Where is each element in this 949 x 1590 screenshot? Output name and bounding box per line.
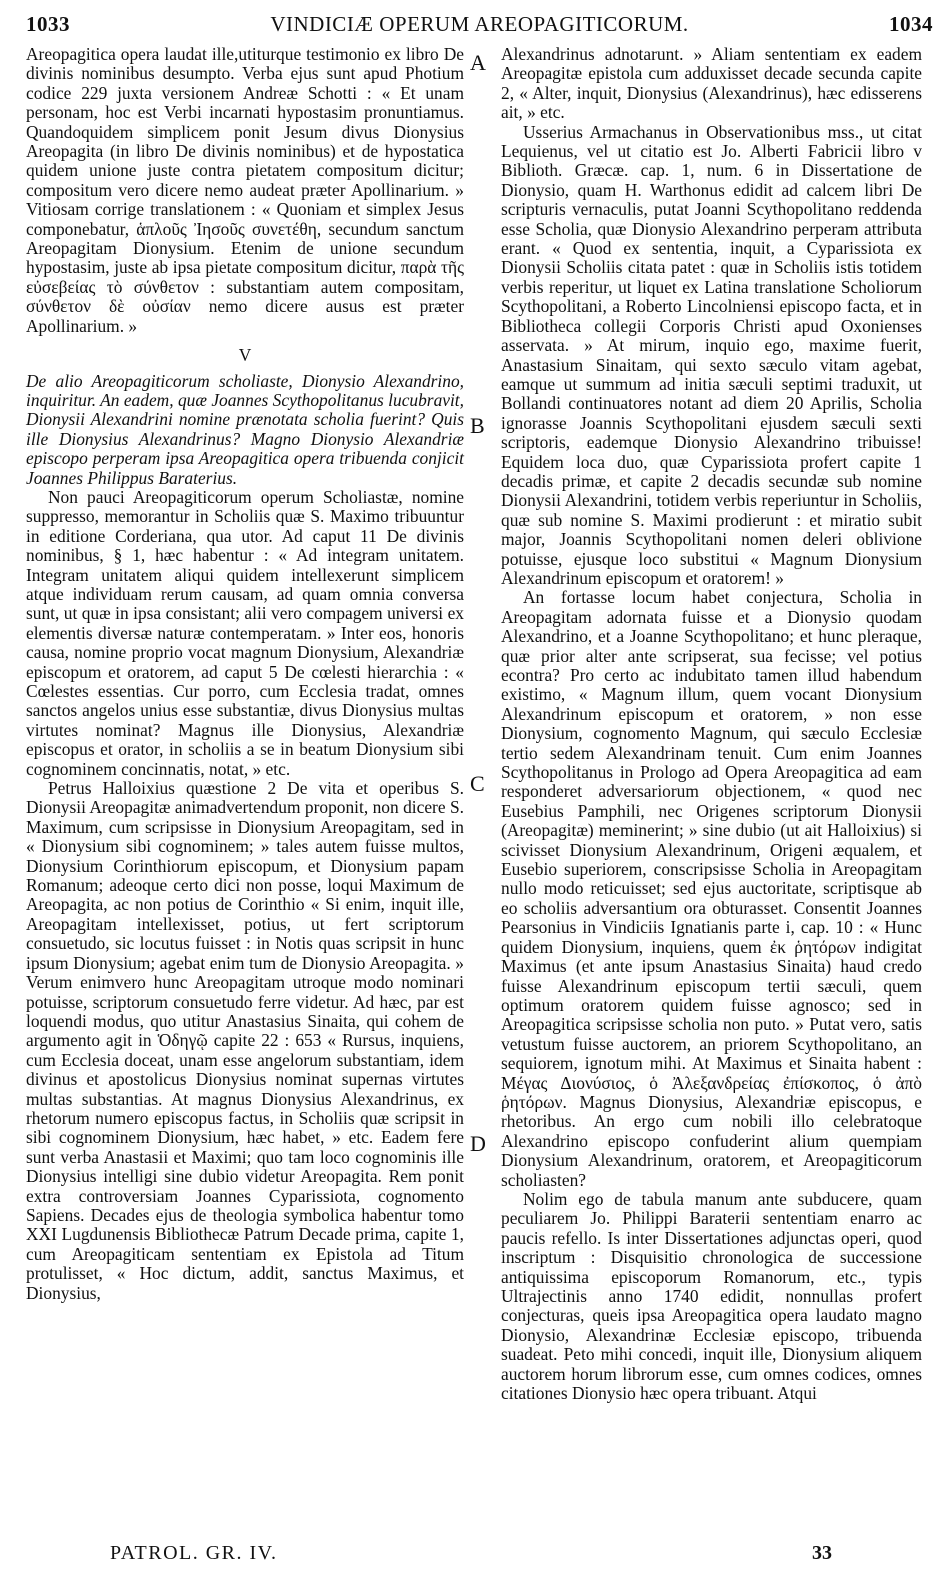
margin-marker-c: C xyxy=(470,771,485,796)
right-column xyxy=(501,45,922,1403)
left-column xyxy=(26,45,464,1303)
margin-marker-d: D xyxy=(470,1131,486,1156)
left-paragraph-3: Petrus Halloixius quæstione 2 De vita et operibus S. Dionysii Areopagitæ animadvertendum proponit, non dicere S. Maximum, cum scripsisse in Dionysium Areopagitam, sed in « Dionysium sibi cognominem; » tales autem fuisse multos, Dionysium Corinthiorum episcopum, et Dionysium papam Romanum; adeoque certo dici non posse, loqui Maximum de Areopagita, ac non potius de Corinthio « Si enim, inquit ille, Areopagitam intellexisset, potius, ut fert scriptorum consuetudo, sic locutus fuisset : in Notis quas scripsit in hunc ipsum Dionysium; agebat enim tum de Dionysio Areopagita. » Verum enimvero hunc Areopagitam utroque modo nominari potuisse, scriptorum consuetudo ferre videtur. Ad hæc, par est loquendi modus, quo utitur Anastasius Sinaita, qui cohem de argumento agit in Ὁδηγῷ capite 22 : 653 « Rursus, inquiens, cum Ecclesia doceat, unam esse angelorum substantiam, idem divinus et apostolicus Dionysius nominat supernas virtutes multas substantias. At magnus Dionysius Alexandrinus, ex rhetorum numero episcopus factus, in Scholiis quæ scripsit in sibi cognominem Dionysium, hæc habet, » etc. Eadem fere sunt verba Anastasii et Maximi; quo tam loco cognominis ille Dionysius intelligi sine dubio videtur Areopagita. Rem ponit extra controversiam Joannes Cyparissiota, cognomento Sapiens. Decades ejus de theologia symbolica habentur tomo XXI Lugdunensis Bibliothecæ Patrum Decade prima, capite 1, cum Areopagiticam sententiam ex Epistola ad Titum protulisset, « Hoc dictum, addit, sanctus Maximus, et Dionysius, xyxy=(26,778,464,1303)
right-paragraph-3: An fortasse locum habet conjectura, Scholia in Areopagitam adornata fuisse et a Dionysio quodam Alexandrino, et a Joanne Scythopolitano; et hunc pleraque, quæ prior alter ante scripserat, sua fecisse; vel potius econtra? Pro certo ac indubitato tamen illud habendum existimo, « Magnum illum, quem vocant Dionysium Alexandrinum episcopum et oratorem, » non esse Dionysium, cognomento Magnum, qui sæculo Ecclesiæ tertio sedem Alexandrinam tenuit. Cum enim Joannes Scythopolitanus in Prologo ad Opera Areopagitica ad eam responderet adversariorum objectionem, « quod nec Eusebius Pamphili, nec Origenes scriptorum Dionysii (Areopagitæ) meminerint; » sine dubio (ut ait Halloixius) si scivisset Dionysium Alexandrinum, Origeni æqualem, et Eusebio superiorem, conscripsisse Scholia in Areopagitam nullo modo reticuisset; sed ejus auctoritate, scriptisque ab eo scholiis adversantium ora obturasset. Consentit Joannes Pearsonius in Vindiciis Ignatianis parte i, cap. 10 : « Hunc quidem Dionysium, inquiens, quem ἐκ ῥητόρων indigitat Maximus (et ante ipsum Anastasius Sinaita) haud credo fuisse Alexandrinum episcopum tertii sæculi, quem optimum oratorem quidem fuisse agnosco; sed in Areopagitica scripsisse scholia non puto. » Putat vero, satis vetustum fuisse auctorem, an priorem Scythopolitano, an sequiorem, ignotum mihi. At Maximus et Sinaita habent : Μέγας Διονύσιος, ὁ Ἀλεξανδρείας ἐπίσκοπος, ὁ ἀπὸ ῥητόρων. Magnus Dionysius, Alexandriæ episcopus, e rhetoribus. An ergo cum nobili illo celebratoque Alexandrino episcopo confuderint alium quempiam Dionysium Alexandrinum, oratorem, et Areopagiticorum scholiasten? xyxy=(501,587,922,1190)
margin-marker-a: A xyxy=(470,50,486,75)
section-argument: De alio Areopagiticorum scholiaste, Dionysio Alexandrino, inquiritur. An eadem, quæ Joannes Scythopolitanus lucubravit, Dionysii Alexandrini nomine prænotata scholia fuerint? Quis ille Dionysius Alexandrinus? Magno Dionysio Alexandriæ episcopo perperam ipsa Areopagitica opera tribuenda conjicit Joannes Philippus Baraterius. xyxy=(26,370,464,488)
page-number-right: 1034 xyxy=(889,12,933,36)
footer-volume: PATROL. GR. IV. xyxy=(110,1542,278,1564)
page-number-left: 1033 xyxy=(26,12,70,36)
right-paragraph-2: Usserius Armachanus in Observationibus mss., ut citat Lequienus, vel ut citatio est Jo. Alberti Fabricii libro v Biblioth. Græcæ. cap. 1, num. 6 in Dissertatione de Dionysio, quam H. Warthonus edidit ad calcem libri De scripturis vernaculis, putat Joanni Scythopolitano reddenda esse Scholia, quæ Dionysio Alexandrino perperam attributa erant. « Quod ex sententia, inquit, a Cyparissiota ex Dionysii Scholiis citata patet : quæ in Scholiis istis totidem verbis reperitur, ut liquet ex Latina translatione Scholiorum Scythopolitani, a Roberto Lincolniensi episcopo facta, et in Bibliotheca collegii Corporis Christi apud Oxonienses asservata. » At mirum, inquio ego, maxime fuerit, Anastasium Sinaitam, qui sexto sæculo vitam agebat, eamque ut summum ad initia sæculi septimi traduxit, ut Bollandi continuatores notant ad diem 20 Aprilis, Scholia ignorasse Joannis Scythopolitani ejusdem sæculi sexti scriptoris, eademque Dionysio Alexandrino tribuisse! Equidem loca duo, quæ Cyparissiota profert capite 1 decadis primæ, et capite 2 decadis secundæ sub nomine Dionysii Alexandrini, totidem verbis reperiuntur in Scholiis, quæ sub nomine S. Maximi prodierunt : et miratio subit major, Joannis Scythopolitani nomen deleri oblivione potuisse, ejusque loco substitui « Magnum Dionysium Alexandrinum episcopum et oratorem! » xyxy=(501,121,922,588)
section-number: V xyxy=(238,345,252,366)
right-paragraph-1: Alexandrinus adnotarunt. » Aliam sententiam ex eadem Areopagitæ epistola cum adduxisset decade secunda capite 2, « Alter, inquit, Dionysius (Alexandrinus), hæc edisserens ait, » etc. xyxy=(501,44,922,123)
footer-signature: 33 xyxy=(812,1542,832,1564)
running-title: VINDICIÆ OPERUM AREOPAGITICORUM. xyxy=(270,12,689,36)
left-paragraph-2: Non pauci Areopagiticorum operum Scholiastæ, nomine suppresso, memorantur in Scholiis quæ S. Maximo tribuuntur in editione Corderiana, qua utor. Ad caput 11 De divinis nominibus, § 1, hæc habentur : « Ad integram unitatem. Integram unitatem aliqui quidem intellexerunt simplicem atque individuam rerum causam, ad quam omnia conversa sunt, ut quæ in ipsa consistant; alii vero compagem universi ex elementis diversæ naturæ contemperatam. » Inter eos, honoris causa, nomine proprio vocat magnum Dionysium, Alexandriæ episcopum et oratorem, ad caput 5 De cœlesti hierarchia : « Cœlestes essentias. Cur porro, cum Ecclesia tradat, omnes sanctos angelos unius esse substantiæ, divus Dionysius multas virtutes nominat? Magnus ille Dionysius, Alexandriæ episcopus et orator, in scholiis a se in beatum Dionysium sibi cognominem concinnatis, notat, » etc. xyxy=(26,486,464,779)
left-paragraph-1: Areopagitica opera laudat ille,utiturque testimonio ex libro De divinis nominibus desumpto. Verba ejus sunt apud Photium codice 229 juxta versionem Andreæ Schotti : « Et unam personam, hoc est Verbi incarnati hypostasim pronuntiamus. Quandoquidem simplicem ponit Jesum divus Dionysius Areopagita (in libro De divinis nominibus) et de hypostatica quidem unione juste contra pietatem compositum dicitur; compositum vero dicere nemo audeat præter Apollinarium. » Vitiosam corrige translationem : « Quoniam et simplex Jesus componebatur, ἁπλοῦς Ἰησοῦς συνετέθη, secundum sanctum Areopagitam Dionysium. Etenim de unione secundum hypostasim, juste ab ipsa pietate compositum dicitur, παρὰ τῆς εὐσεβείας τὸ σύνθετον : substantiam autem compositam, σύνθετον δὲ οὐσίαν nemo dicere ausus est præter Apollinarium. » xyxy=(26,44,464,336)
margin-marker-b: B xyxy=(470,413,485,438)
right-paragraph-4: Nolim ego de tabula manum ante subducere, quam peculiarem Jo. Philippi Baraterii sententiam enarro ac paucis refello. Is inter Dissertationes adjunctas operi, quod inscriptum : Disquisitio chronologica de successione antiquissima episcoporum Romanorum, etc., typis Ultrajectinis anno 1740 edidit, nonnullas profert conjecturas, queis ipsa Areopagitica opera laudato magno Dionysio, Alexandrinæ Ecclesiæ episcopo, tribuenda suadeat. Peto mihi concedi, inquit ille, Dionysium aliquem auctorem horum librorum esse, cum omnes codices, omnes citationes Dionysio hæc opera tribuant. Atqui xyxy=(501,1188,922,1404)
running-header xyxy=(26,12,933,38)
